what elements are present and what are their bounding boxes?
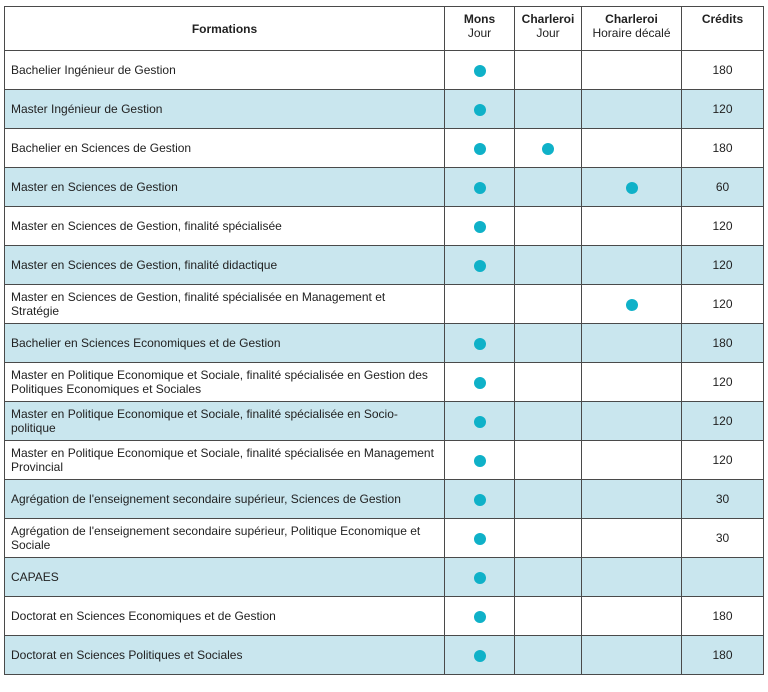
header-charleroi-decale <box>582 7 682 51</box>
charleroi-availability <box>515 246 582 285</box>
available-dot-icon <box>474 377 486 389</box>
formation-name: Master en Politique Economique et Sociale, finalité spécialisée en Gestion des Politiques Economiques et Sociales <box>5 363 445 402</box>
formation-name: Agrégation de l'enseignement secondaire supérieur, Politique Economique et Sociale <box>5 519 445 558</box>
credits-value: 60 <box>682 168 764 207</box>
table-row <box>5 285 764 324</box>
charleroi-decale-availability <box>582 168 682 207</box>
mons-availability <box>445 285 515 324</box>
header-mons-sub: Jour <box>467 26 492 40</box>
credits-value: 180 <box>682 129 764 168</box>
table-row <box>5 207 764 246</box>
available-dot-icon <box>626 299 638 311</box>
formation-name: Master Ingénieur de Gestion <box>5 90 445 129</box>
header-row <box>5 7 764 51</box>
credits-value: 30 <box>682 480 764 519</box>
table-row <box>5 480 764 519</box>
mons-availability <box>445 636 515 675</box>
available-dot-icon <box>474 572 486 584</box>
formation-name: Master en Politique Economique et Sociale, finalité spécialisée en Management Provincial <box>5 441 445 480</box>
available-dot-icon <box>474 182 486 194</box>
charleroi-decale-availability <box>582 129 682 168</box>
available-dot-icon <box>474 650 486 662</box>
charleroi-availability <box>515 636 582 675</box>
mons-availability <box>445 90 515 129</box>
formation-name: Master en Sciences de Gestion, finalité didactique <box>5 246 445 285</box>
table-row <box>5 324 764 363</box>
table-row <box>5 519 764 558</box>
credits-value <box>682 558 764 597</box>
charleroi-availability <box>515 129 582 168</box>
credits-value: 120 <box>682 90 764 129</box>
credits-value: 30 <box>682 519 764 558</box>
formation-name: Master en Sciences de Gestion, finalité spécialisée <box>5 207 445 246</box>
table-row <box>5 597 764 636</box>
available-dot-icon <box>474 611 486 623</box>
available-dot-icon <box>474 143 486 155</box>
formation-name: Bachelier Ingénieur de Gestion <box>5 51 445 90</box>
credits-value: 120 <box>682 285 764 324</box>
charleroi-decale-availability <box>582 51 682 90</box>
available-dot-icon <box>474 104 486 116</box>
charleroi-availability <box>515 51 582 90</box>
header-charleroi <box>515 7 582 51</box>
credits-value: 120 <box>682 207 764 246</box>
charleroi-decale-availability <box>582 285 682 324</box>
formation-name: Bachelier en Sciences Economiques et de Gestion <box>5 324 445 363</box>
header-credits <box>682 7 764 51</box>
charleroi-availability <box>515 441 582 480</box>
credits-value: 180 <box>682 324 764 363</box>
charleroi-decale-availability <box>582 324 682 363</box>
charleroi-decale-availability <box>582 558 682 597</box>
available-dot-icon <box>474 455 486 467</box>
charleroi-decale-availability <box>582 363 682 402</box>
credits-value: 120 <box>682 441 764 480</box>
mons-availability <box>445 51 515 90</box>
available-dot-icon <box>474 416 486 428</box>
charleroi-availability <box>515 285 582 324</box>
table-row <box>5 441 764 480</box>
formation-name: Doctorat en Sciences Economiques et de Gestion <box>5 597 445 636</box>
table-row <box>5 90 764 129</box>
mons-availability <box>445 129 515 168</box>
credits-value: 120 <box>682 246 764 285</box>
mons-availability <box>445 402 515 441</box>
header-mons <box>445 7 515 51</box>
charleroi-availability <box>515 480 582 519</box>
header-charleroi-title: Charleroi <box>521 12 575 26</box>
mons-availability <box>445 519 515 558</box>
table-row <box>5 168 764 207</box>
available-dot-icon <box>474 494 486 506</box>
available-dot-icon <box>542 143 554 155</box>
available-dot-icon <box>474 65 486 77</box>
header-credits-title: Crédits <box>701 12 744 26</box>
available-dot-icon <box>626 182 638 194</box>
charleroi-availability <box>515 363 582 402</box>
formations-table <box>4 6 764 675</box>
table-row <box>5 558 764 597</box>
charleroi-decale-availability <box>582 90 682 129</box>
charleroi-availability <box>515 90 582 129</box>
header-charleroi-decale-sub: Horaire décalé <box>592 26 671 40</box>
formation-name: Agrégation de l'enseignement secondaire supérieur, Sciences de Gestion <box>5 480 445 519</box>
table-row <box>5 363 764 402</box>
mons-availability <box>445 363 515 402</box>
header-charleroi-sub: Jour <box>536 26 560 40</box>
credits-value: 120 <box>682 363 764 402</box>
charleroi-decale-availability <box>582 207 682 246</box>
charleroi-availability <box>515 168 582 207</box>
available-dot-icon <box>474 260 486 272</box>
formation-name: CAPAES <box>5 558 445 597</box>
header-mons-title: Mons <box>463 12 496 26</box>
table-row <box>5 51 764 90</box>
charleroi-decale-availability <box>582 480 682 519</box>
mons-availability <box>445 480 515 519</box>
credits-value: 180 <box>682 597 764 636</box>
formations-table-wrapper <box>4 6 764 675</box>
mons-availability <box>445 597 515 636</box>
credits-value: 180 <box>682 51 764 90</box>
mons-availability <box>445 441 515 480</box>
charleroi-decale-availability <box>582 402 682 441</box>
credits-value: 180 <box>682 636 764 675</box>
charleroi-decale-availability <box>582 519 682 558</box>
table-row <box>5 129 764 168</box>
formation-name: Doctorat en Sciences Politiques et Sociales <box>5 636 445 675</box>
charleroi-availability <box>515 558 582 597</box>
mons-availability <box>445 168 515 207</box>
formations-body <box>5 51 764 675</box>
mons-availability <box>445 324 515 363</box>
charleroi-availability <box>515 597 582 636</box>
charleroi-decale-availability <box>582 597 682 636</box>
charleroi-availability <box>515 402 582 441</box>
formation-name: Master en Sciences de Gestion <box>5 168 445 207</box>
header-charleroi-decale-title: Charleroi <box>605 12 658 26</box>
formation-name: Bachelier en Sciences de Gestion <box>5 129 445 168</box>
mons-availability <box>445 207 515 246</box>
formation-name: Master en Politique Economique et Sociale, finalité spécialisée en Socio-politique <box>5 402 445 441</box>
charleroi-availability <box>515 324 582 363</box>
formation-name: Master en Sciences de Gestion, finalité spécialisée en Management et Stratégie <box>5 285 445 324</box>
charleroi-availability <box>515 207 582 246</box>
table-row <box>5 636 764 675</box>
table-row <box>5 246 764 285</box>
available-dot-icon <box>474 221 486 233</box>
table-row <box>5 402 764 441</box>
credits-value: 120 <box>682 402 764 441</box>
available-dot-icon <box>474 338 486 350</box>
mons-availability <box>445 246 515 285</box>
charleroi-availability <box>515 519 582 558</box>
mons-availability <box>445 558 515 597</box>
available-dot-icon <box>474 533 486 545</box>
charleroi-decale-availability <box>582 441 682 480</box>
charleroi-decale-availability <box>582 246 682 285</box>
charleroi-decale-availability <box>582 636 682 675</box>
header-formations: Formations <box>5 7 445 51</box>
